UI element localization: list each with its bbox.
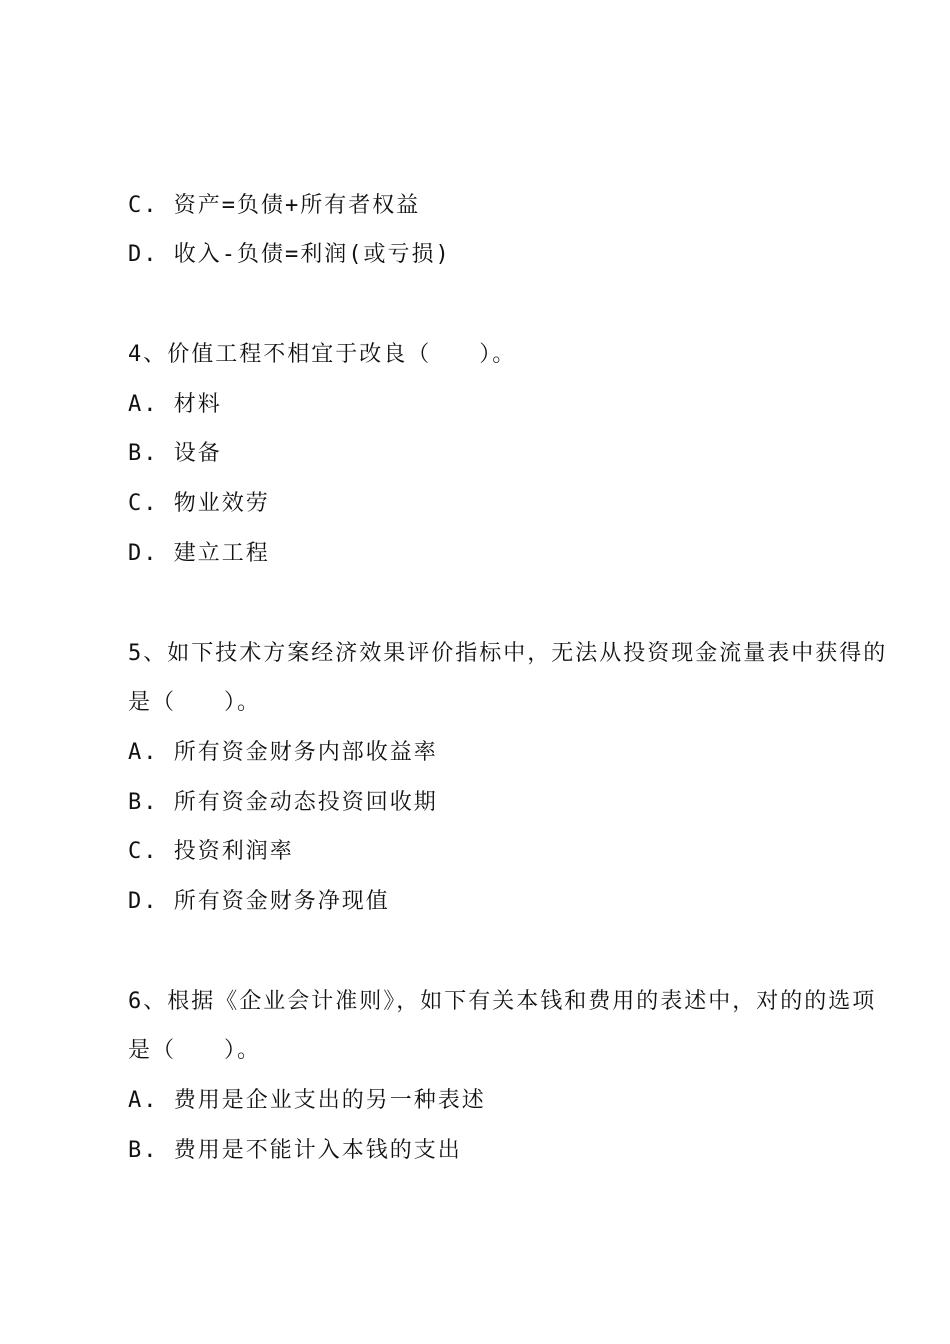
q4-option-a: A. 材料 bbox=[128, 392, 222, 417]
q5-option-b: B. 所有资金动态投资回收期 bbox=[128, 790, 438, 815]
q6-option-b: B. 费用是不能计入本钱的支出 bbox=[128, 1138, 462, 1163]
q6-stem-line-2: 是（ ）。 bbox=[128, 1038, 262, 1063]
q4-stem: 4、价值工程不相宜于改良（ ）。 bbox=[128, 342, 517, 367]
q3-option-d: D. 收入-负债=利润(或亏损) bbox=[128, 242, 451, 267]
q5-option-a: A. 所有资金财务内部收益率 bbox=[128, 740, 438, 765]
q5-stem-line-1: 5、如下技术方案经济效果评价指标中，无法从投资现金流量表中获得的 bbox=[128, 641, 888, 666]
q4-option-d: D. 建立工程 bbox=[128, 541, 270, 566]
q5-option-d: D. 所有资金财务净现值 bbox=[128, 889, 390, 914]
q5-stem-line-2: 是（ ）。 bbox=[128, 690, 262, 715]
q6-stem-line-1: 6、根据《企业会计准则》，如下有关本钱和费用的表述中，对的的选项 bbox=[128, 989, 877, 1014]
q3-option-c: C. 资产=负债+所有者权益 bbox=[128, 193, 421, 218]
q6-option-a: A. 费用是企业支出的另一种表述 bbox=[128, 1088, 486, 1113]
q4-option-c: C. 物业效劳 bbox=[128, 491, 270, 516]
q4-option-b: B. 设备 bbox=[128, 441, 222, 466]
q5-option-c: C. 投资利润率 bbox=[128, 839, 294, 864]
